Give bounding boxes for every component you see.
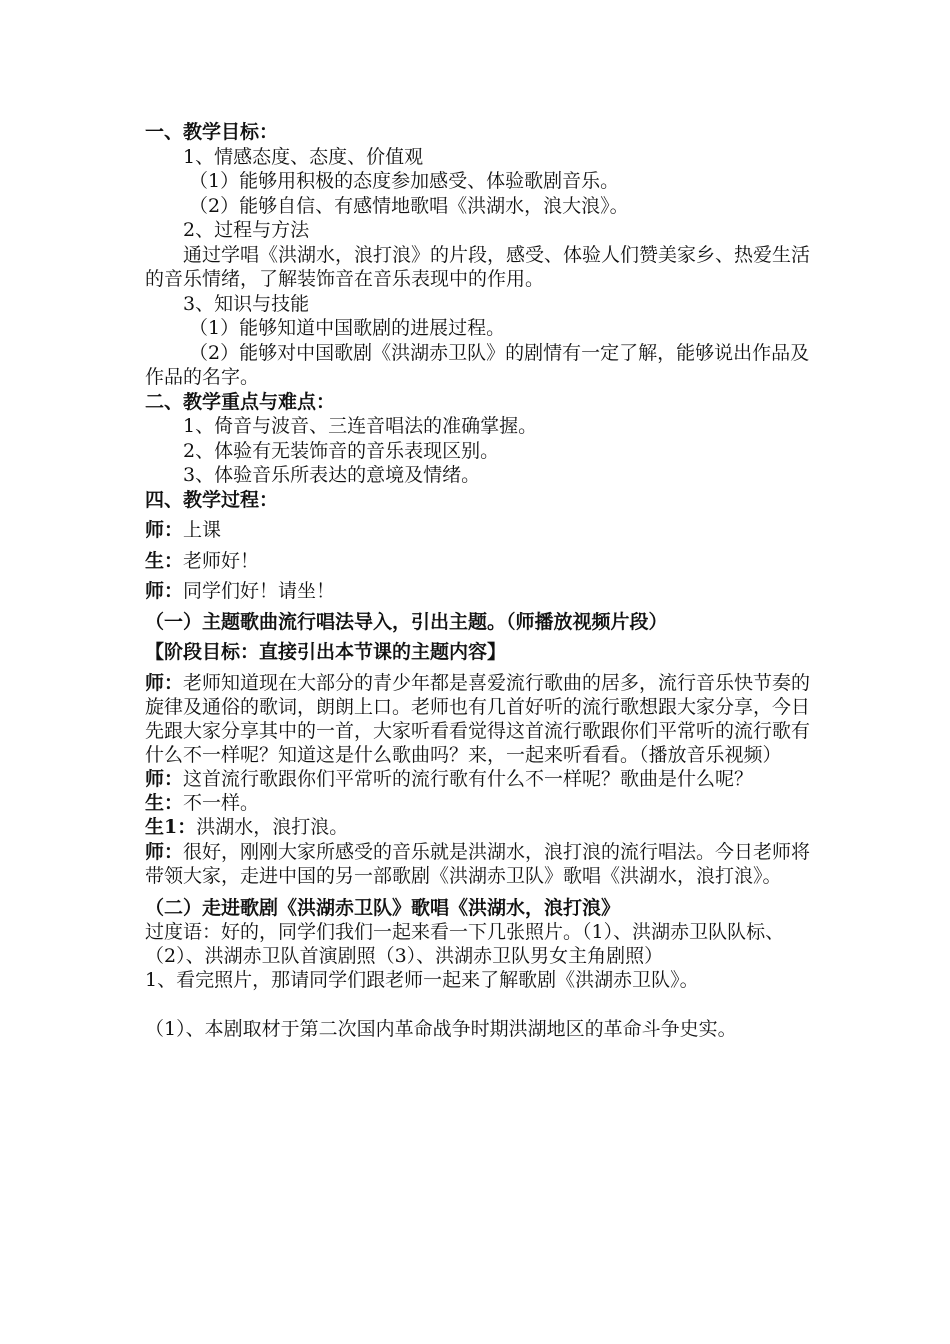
- speaker-teacher: 师：: [145, 519, 184, 541]
- section-2-heading: （二）走进歌剧《洪湖赤卫队》歌唱《洪湖水，浪打浪》: [145, 896, 621, 919]
- speaker-student-1: 生1：: [145, 816, 197, 838]
- speaker-teacher: 师：: [145, 840, 184, 863]
- heading-key-points: 二、教学重点与难点：: [145, 390, 336, 413]
- speaker-student: 生：: [145, 791, 184, 814]
- document-page: [145, 120, 815, 1041]
- heading-teaching-goals: 一、教学目标：: [145, 121, 279, 143]
- dialogue-text: 很好，刚刚大家所感受的音乐就是洪湖水，浪打浪的流行唱法。今日老师将带领大家，走进中国的另一部歌剧《洪湖赤卫队》歌唱《洪湖水，浪打浪》。: [145, 840, 811, 887]
- key-point-2: 2、体验有无装饰音的音乐表现区别。: [183, 439, 500, 462]
- key-point-1: 1、倚音与波音、三连音唱法的准确掌握。: [183, 415, 538, 437]
- goal3-item-b: （2）能够对中国歌剧《洪湖赤卫队》的剧情有一定了解，能够说出作品及作品的名字。: [145, 341, 810, 388]
- paragraph-background: （1）、本剧取材于第二次国内革命战争时期洪湖地区的革命斗争史实。: [145, 1017, 737, 1040]
- dialogue-text: 老师知道现在大部分的青少年都是喜爱流行歌曲的居多，流行音乐快节奏的旋律及通俗的歌词，朗朗上口。老师也有几首好听的流行歌想跟大家分享，今日先跟大家分享其中的一首，大家听看看觉得这首流行歌跟你们平常听的流行歌有什么不一样呢？知道这是什么歌曲吗？来，一起来听看看。（播放音乐视频）: [145, 671, 811, 766]
- dialogue-line: [145, 791, 815, 816]
- dialogue-text: 老师好！: [183, 549, 260, 572]
- goal3-item-a: （1）能够知道中国歌剧的进展过程。: [189, 317, 506, 339]
- goal2-title: 2、过程与方法: [183, 219, 310, 241]
- dialogue-text: 洪湖水，浪打浪。: [196, 816, 349, 838]
- speaker-teacher: 师：: [145, 580, 184, 602]
- dialogue-line: [145, 815, 815, 840]
- dialogue-paragraph: [145, 767, 815, 791]
- goal3-title: 3、知识与技能: [183, 292, 310, 315]
- key-point-3: 3、体验音乐所表达的意境及情绪。: [183, 464, 481, 486]
- goal1-title: 1、情感态度、态度、价值观: [183, 145, 424, 168]
- goal1-item-b: （2）能够自信、有感情地歌唱《洪湖水，浪大浪》。: [189, 194, 629, 217]
- blank-line: [145, 993, 815, 1017]
- speaker-teacher: 师：: [145, 767, 184, 790]
- dialogue-line: [145, 518, 815, 543]
- dialogue-line: [145, 579, 815, 604]
- speaker-student: 生：: [145, 549, 184, 572]
- transition-paragraph: 过度语：好的，同学们我们一起来看一下几张照片。（1）、洪湖赤卫队队标、（2）、洪湖赤卫队首演剧照（3）、洪湖赤卫队男女主角剧照）: [145, 921, 785, 967]
- heading-teaching-process: 四、教学过程：: [145, 488, 279, 511]
- stage-goal: 【阶段目标：直接引出本节课的主题内容】: [145, 641, 507, 663]
- goal1-item-a: （1）能够用积极的态度参加感受、体验歌剧音乐。: [189, 170, 620, 192]
- dialogue-paragraph: [145, 840, 815, 888]
- dialogue-text: 这首流行歌跟你们平常听的流行歌有什么不一样呢？歌曲是什么呢？: [183, 767, 754, 790]
- goal2-text: 通过学唱《洪湖水，浪打浪》的片段，感受、体验人们赞美家乡、热爱生活的音乐情绪，了解装饰音在音乐表现中的作用。: [145, 243, 811, 290]
- section-1-heading: （一）主题歌曲流行唱法导入，引出主题。（师播放视频片段）: [145, 610, 668, 633]
- dialogue-text: 不一样。: [183, 791, 260, 814]
- dialogue-line: [145, 549, 815, 574]
- dialogue-text: 同学们好！请坐！: [183, 580, 336, 602]
- dialogue-text: 上课: [183, 519, 222, 541]
- paragraph-look-photos: 1、看完照片，那请同学们跟老师一起来了解歌剧《洪湖赤卫队》。: [145, 969, 699, 991]
- dialogue-paragraph: [145, 671, 815, 767]
- speaker-teacher: 师：: [145, 671, 184, 694]
